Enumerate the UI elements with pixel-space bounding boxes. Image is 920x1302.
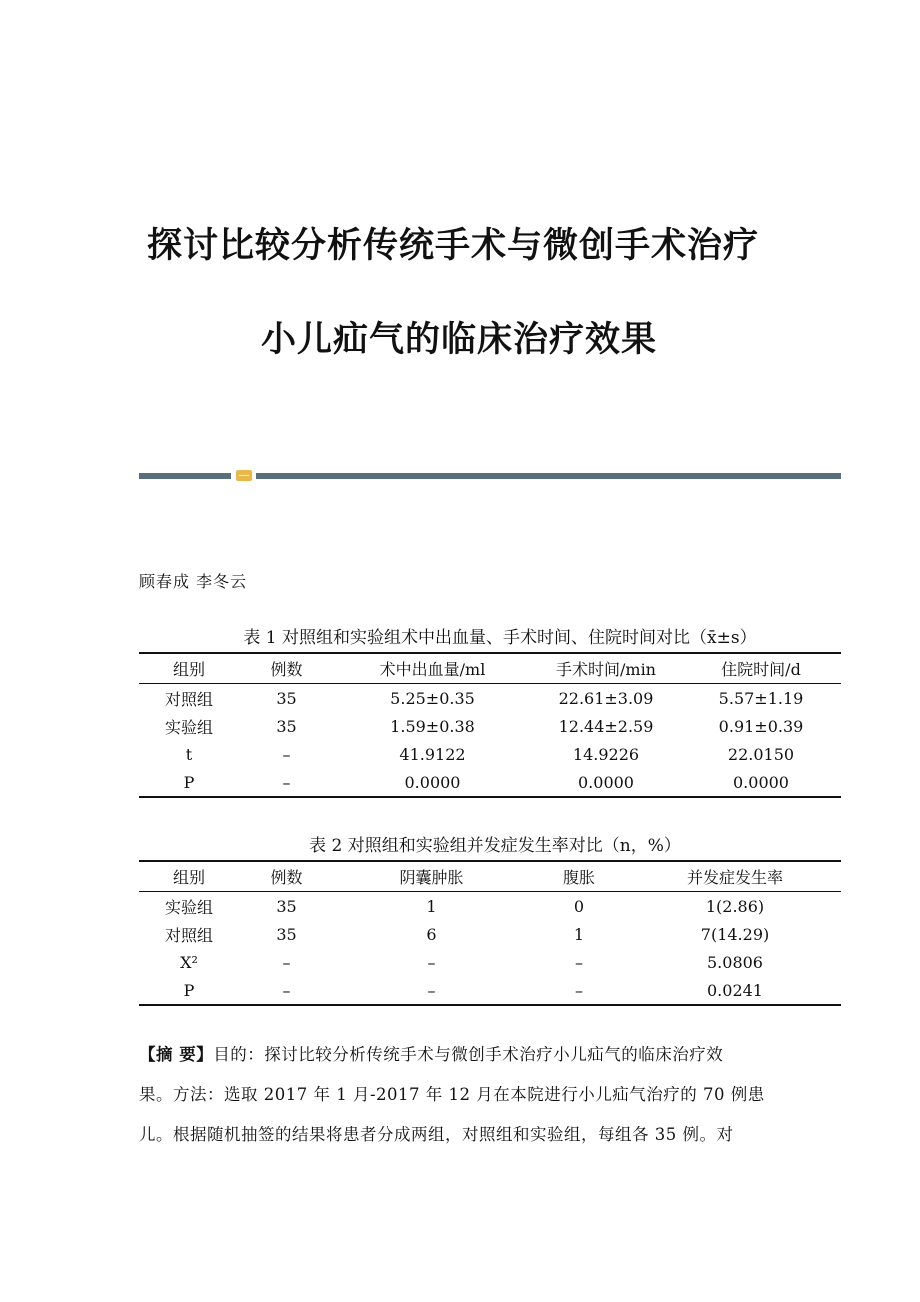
table-cell: –: [282, 952, 291, 972]
table-cell: –: [239, 768, 334, 797]
paper-title-line-1: 探讨比较分析传统手术与微创手术治疗: [146, 226, 759, 266]
section-divider: [139, 470, 841, 482]
table-cell: 35: [276, 896, 297, 916]
table-cell: 35: [276, 688, 297, 708]
table-cell: –: [575, 952, 583, 972]
table-cell: 5.25±0.35: [390, 688, 475, 708]
table-2-header: 腹胀: [529, 861, 629, 892]
table-row: [139, 976, 841, 1005]
table-cell: –: [282, 744, 291, 764]
table-2-grid: [139, 860, 841, 1006]
divider-bar-right: [256, 473, 841, 479]
table-row: [139, 892, 841, 921]
abstract-line: 果。方法：选取 2017 年 1 月-2017 年 12 月在本院进行小儿疝气治疗的 70 例患: [139, 1085, 765, 1104]
table-1-caption: 表 1 对照组和实验组术中出血量、手术时间、住院时间对比（x̄±s）: [243, 628, 757, 648]
envelope-icon: [236, 470, 252, 481]
table-1-header: 组别: [139, 653, 239, 684]
table-cell: 7(14.29): [700, 924, 770, 944]
table-1: [139, 624, 841, 798]
table-cell: –: [334, 976, 529, 1005]
table-2-header: 阴囊肿胀: [334, 861, 529, 892]
abstract-label: 【摘 要】: [139, 1045, 214, 1064]
table-cell: P: [139, 768, 239, 797]
author-list: 顾春成 李冬云: [139, 572, 248, 591]
table-cell: 0.91±0.39: [718, 716, 804, 736]
table-cell: 22.0150: [727, 744, 795, 764]
table-row: [139, 740, 841, 768]
table-2: [139, 832, 841, 1006]
table-row: [139, 712, 841, 740]
table-cell: 0: [573, 896, 585, 916]
table-cell: 0.0000: [531, 768, 681, 797]
table-cell: 1: [573, 924, 585, 944]
table-cell: t: [185, 744, 193, 764]
table-2-header: 并发症发生率: [629, 861, 841, 892]
table-cell: 35: [276, 716, 297, 736]
table-cell: 22.61±3.09: [558, 688, 654, 708]
table-cell: –: [427, 952, 436, 972]
abstract-text: 目的：探讨比较分析传统手术与微创手术治疗小儿疝气的临床治疗效: [213, 1045, 724, 1064]
table-cell: 5.0806: [707, 952, 763, 972]
table-1-header: 例数: [239, 653, 334, 684]
table-cell: P: [139, 976, 239, 1005]
paper-title-line-2: 小儿疝气的临床治疗效果: [260, 320, 657, 360]
table-cell: 0.0000: [681, 768, 841, 797]
table-cell: 0.0241: [629, 976, 841, 1005]
table-cell: 对照组: [164, 689, 213, 709]
table-cell: 1(2.86): [705, 896, 765, 916]
table-cell: 6: [426, 924, 437, 944]
table-1-grid: [139, 652, 841, 798]
table-cell: –: [239, 976, 334, 1005]
table-cell: 0.0000: [334, 768, 531, 797]
table-cell: 5.57±1.19: [718, 688, 804, 708]
table-1-header: 术中出血量/ml: [334, 653, 531, 684]
table-cell: 41.9122: [399, 744, 466, 764]
table-cell: –: [529, 976, 629, 1005]
divider-bar-left: [139, 473, 231, 479]
table-row: [139, 768, 841, 797]
table-cell: 14.9226: [572, 744, 640, 764]
table-row: [139, 948, 841, 976]
abstract-line: 儿。根据随机抽签的结果将患者分成两组，对照组和实验组，每组各 35 例。对: [139, 1125, 734, 1144]
table-2-caption: 表 2 对照组和实验组并发症发生率对比（n，%）: [309, 836, 681, 856]
table-cell: 35: [276, 924, 297, 944]
table-cell: 12.44±2.59: [558, 716, 654, 736]
table-row: [139, 920, 841, 948]
abstract: [139, 1035, 799, 1155]
table-row: [139, 684, 841, 713]
table-1-header: 住院时间/d: [681, 653, 841, 684]
table-cell: 1: [426, 896, 437, 916]
table-1-header: 手术时间/min: [531, 653, 681, 684]
table-cell: 实验组: [164, 717, 213, 737]
table-cell: 对照组: [164, 925, 213, 945]
table-cell: 实验组: [164, 897, 213, 917]
table-2-header: 例数: [239, 861, 334, 892]
table-cell: 1.59±0.38: [390, 716, 475, 736]
abstract-line: [139, 1035, 799, 1075]
table-cell: X²: [180, 952, 198, 972]
table-2-header: 组别: [139, 861, 239, 892]
